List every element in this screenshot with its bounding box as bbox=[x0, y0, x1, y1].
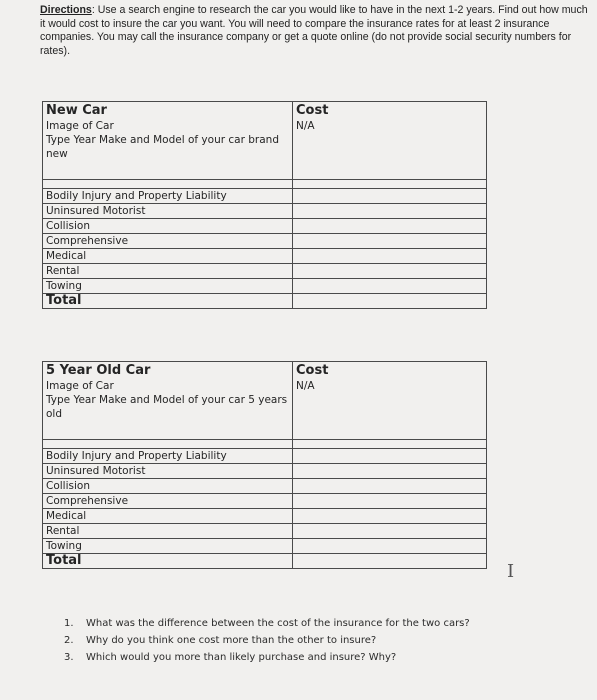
old-car-cost-towing[interactable] bbox=[293, 539, 487, 554]
new-car-table bbox=[42, 101, 487, 309]
old-car-coverage-bodily: Bodily Injury and Property Liability bbox=[43, 449, 293, 464]
new-car-cost-uninsured[interactable] bbox=[293, 204, 487, 219]
old-car-total-label: Total bbox=[43, 554, 293, 569]
old-car-cost-uninsured[interactable] bbox=[293, 464, 487, 479]
old-car-spacer-cost[interactable] bbox=[293, 440, 487, 449]
new-car-title: New Car bbox=[46, 103, 107, 118]
old-car-title: 5 Year Old Car bbox=[46, 363, 151, 378]
new-car-coverage-bodily: Bodily Injury and Property Liability bbox=[43, 189, 293, 204]
directions-text: : Use a search engine to research the car you would like to have in the next 1-2 years. Find out how much it would cost to insure the car you want. You will need to compare the insurance rates for at least 2 insurance companies. You may call the insurance company or get a quote online (do not provide social security numbers for rates). bbox=[40, 4, 588, 57]
new-car-cost-comprehensive[interactable] bbox=[293, 234, 487, 249]
question-number: 1. bbox=[64, 618, 74, 629]
question-text: Why do you think one cost more than the other to insure? bbox=[86, 635, 377, 646]
new-car-head-cell bbox=[43, 102, 293, 180]
new-car-image-cost: N/A bbox=[296, 120, 315, 132]
new-car-cost-header: Cost bbox=[296, 103, 329, 118]
new-car-model-label: Type Year Make and Model of your car brand new bbox=[46, 134, 279, 160]
old-car-spacer bbox=[43, 440, 293, 449]
questions-list bbox=[64, 615, 470, 666]
old-car-cost-header: Cost bbox=[296, 363, 329, 378]
question-number: 3. bbox=[64, 652, 74, 663]
new-car-cost-towing[interactable] bbox=[293, 279, 487, 294]
old-car-coverage-medical: Medical bbox=[43, 509, 293, 524]
question-text: What was the difference between the cost of the insurance for the two cars? bbox=[86, 618, 470, 629]
new-car-cost-head-cell[interactable] bbox=[293, 102, 487, 180]
old-car-image-label: Image of Car bbox=[46, 380, 114, 392]
new-car-coverage-towing: Towing bbox=[43, 279, 293, 294]
question-text: Which would you more than likely purchase and insure? Why? bbox=[86, 652, 397, 663]
old-car-cost-head-cell[interactable] bbox=[293, 362, 487, 440]
old-car-table bbox=[42, 361, 487, 569]
old-car-cost-collision[interactable] bbox=[293, 479, 487, 494]
old-car-cost-bodily[interactable] bbox=[293, 449, 487, 464]
new-car-coverage-medical: Medical bbox=[43, 249, 293, 264]
old-car-head-cell bbox=[43, 362, 293, 440]
new-car-coverage-comprehensive: Comprehensive bbox=[43, 234, 293, 249]
old-car-coverage-rental: Rental bbox=[43, 524, 293, 539]
directions-paragraph bbox=[40, 4, 588, 58]
question-item bbox=[64, 615, 470, 632]
new-car-total-label: Total bbox=[43, 294, 293, 309]
old-car-coverage-comprehensive: Comprehensive bbox=[43, 494, 293, 509]
new-car-coverage-rental: Rental bbox=[43, 264, 293, 279]
old-car-model-label: Type Year Make and Model of your car 5 years old bbox=[46, 394, 288, 420]
new-car-coverage-collision: Collision bbox=[43, 219, 293, 234]
new-car-spacer-cost[interactable] bbox=[293, 180, 487, 189]
old-car-coverage-collision: Collision bbox=[43, 479, 293, 494]
new-car-image-label: Image of Car bbox=[46, 120, 114, 132]
old-car-image-cost: N/A bbox=[296, 380, 315, 392]
text-cursor-icon: I bbox=[507, 561, 515, 582]
old-car-cost-total[interactable] bbox=[293, 554, 487, 569]
directions-lead: Directions bbox=[40, 4, 92, 16]
new-car-cost-bodily[interactable] bbox=[293, 189, 487, 204]
old-car-coverage-towing: Towing bbox=[43, 539, 293, 554]
old-car-cost-medical[interactable] bbox=[293, 509, 487, 524]
new-car-coverage-uninsured: Uninsured Motorist bbox=[43, 204, 293, 219]
new-car-spacer bbox=[43, 180, 293, 189]
old-car-cost-comprehensive[interactable] bbox=[293, 494, 487, 509]
old-car-coverage-uninsured: Uninsured Motorist bbox=[43, 464, 293, 479]
new-car-cost-collision[interactable] bbox=[293, 219, 487, 234]
new-car-cost-rental[interactable] bbox=[293, 264, 487, 279]
new-car-cost-medical[interactable] bbox=[293, 249, 487, 264]
old-car-cost-rental[interactable] bbox=[293, 524, 487, 539]
question-item bbox=[64, 632, 470, 649]
question-number: 2. bbox=[64, 635, 74, 646]
new-car-cost-total[interactable] bbox=[293, 294, 487, 309]
question-item bbox=[64, 649, 470, 666]
